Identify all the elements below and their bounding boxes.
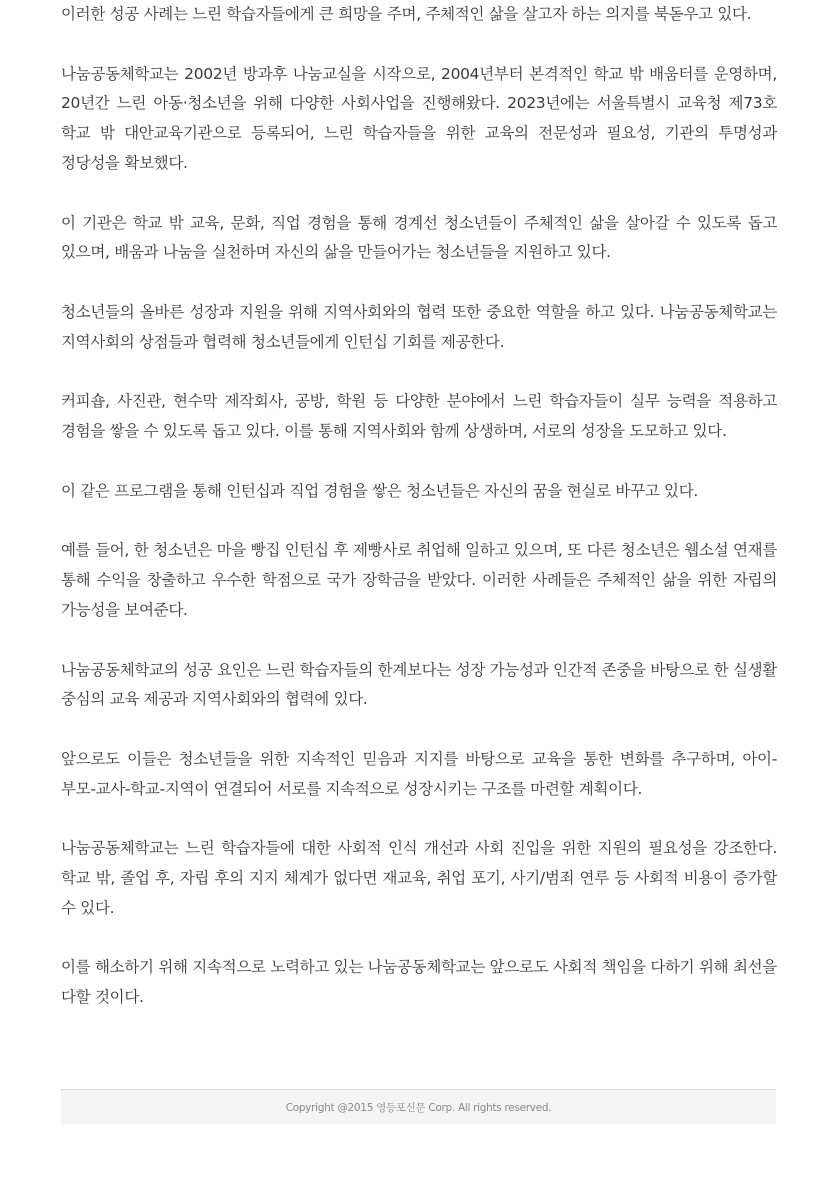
article-paragraph: 앞으로도 이들은 청소년들을 위한 지속적인 믿음과 지지를 바탕으로 교육을 통한 변화를 추구하며, 아이-부모-교사-학교-지역이 연결되어 서로를 지속적으로 성장시키는 구조를 마련할 계획이다.: [61, 749, 777, 798]
article-paragraph: 커피숍, 사진관, 현수막 제작회사, 공방, 학원 등 다양한 분야에서 느린 학습자들이 실무 능력을 적용하고 경험을 쌓을 수 있도록 돕고 있다. 이를 통해 지역사회와 함께 상생하며, 서로의 성장을 도모하고 있다.: [61, 392, 777, 441]
article-paragraph: 이러한 성공 사례는 느린 학습자들에게 큰 희망을 주며, 주체적인 삶을 살고자 하는 의지를 북돋우고 있다.: [61, 5, 752, 23]
site-footer: [61, 1089, 776, 1124]
article-paragraph: 청소년들의 올바른 성장과 지원을 위해 지역사회와의 협력 또한 중요한 역할을 하고 있다. 나눔공동체학교는 지역사회의 상점들과 협력해 청소년들에게 인턴십 기회를 제공한다.: [61, 302, 777, 351]
article-body: [61, 0, 777, 1043]
copyright-text: Copyright @2015 영등포신문 Corp. All rights reserved.: [285, 1101, 552, 1114]
article-paragraph: 예를 들어, 한 청소년은 마을 빵집 인턴십 후 제빵사로 취업해 일하고 있으며, 또 다른 청소년은 웹소설 연재를 통해 수익을 창출하고 우수한 학점으로 국가 장학금을 받았다. 이러한 사례들은 주체적인 삶을 위한 자립의 가능성을 보여준다.: [61, 541, 777, 619]
article-paragraph: 나눔공동체학교는 느린 학습자들에 대한 사회적 인식 개선과 사회 진입을 위한 지원의 필요성을 강조한다. 학교 밖, 졸업 후, 자립 후의 지지 체계가 없다면 재교육, 취업 포기, 사기/범죄 연루 등 사회적 비용이 증가할 수 있다.: [61, 839, 777, 917]
article-paragraph: 이 기관은 학교 밖 교육, 문화, 직업 경험을 통해 경계선 청소년들이 주체적인 삶을 살아갈 수 있도록 돕고 있으며, 배움과 나눔을 실천하며 자신의 삶을 만들어가는 청소년들을 지원하고 있다.: [61, 213, 777, 262]
article-paragraph: 이 같은 프로그램을 통해 인턴십과 직업 경험을 쌓은 청소년들은 자신의 꿈을 현실로 바꾸고 있다.: [61, 481, 699, 500]
article-paragraph: 나눔공동체학교는 2002년 방과후 나눔교실을 시작으로, 2004년부터 본격적인 학교 밖 배움터를 운영하며, 20년간 느린 아동·청소년을 위해 다양한 사회사업을 진행해왔다. 2023년에는 서울특별시 교육청 제73호 학교 밖 대안교육기관으로 등록되어, 느린 학습자들을 위한 교육의 전문성과 필요성, 기관의 투명성과 정당성을 확보했다.: [61, 64, 777, 172]
article-paragraph: 나눔공동체학교의 성공 요인은 느린 학습자들의 한계보다는 성장 가능성과 인간적 존중을 바탕으로 한 실생활 중심의 교육 제공과 지역사회와의 협력에 있다.: [61, 660, 777, 709]
article-paragraph: 이를 해소하기 위해 지속적으로 노력하고 있는 나눔공동체학교는 앞으로도 사회적 책임을 다하기 위해 최선을 다할 것이다.: [61, 958, 777, 1007]
